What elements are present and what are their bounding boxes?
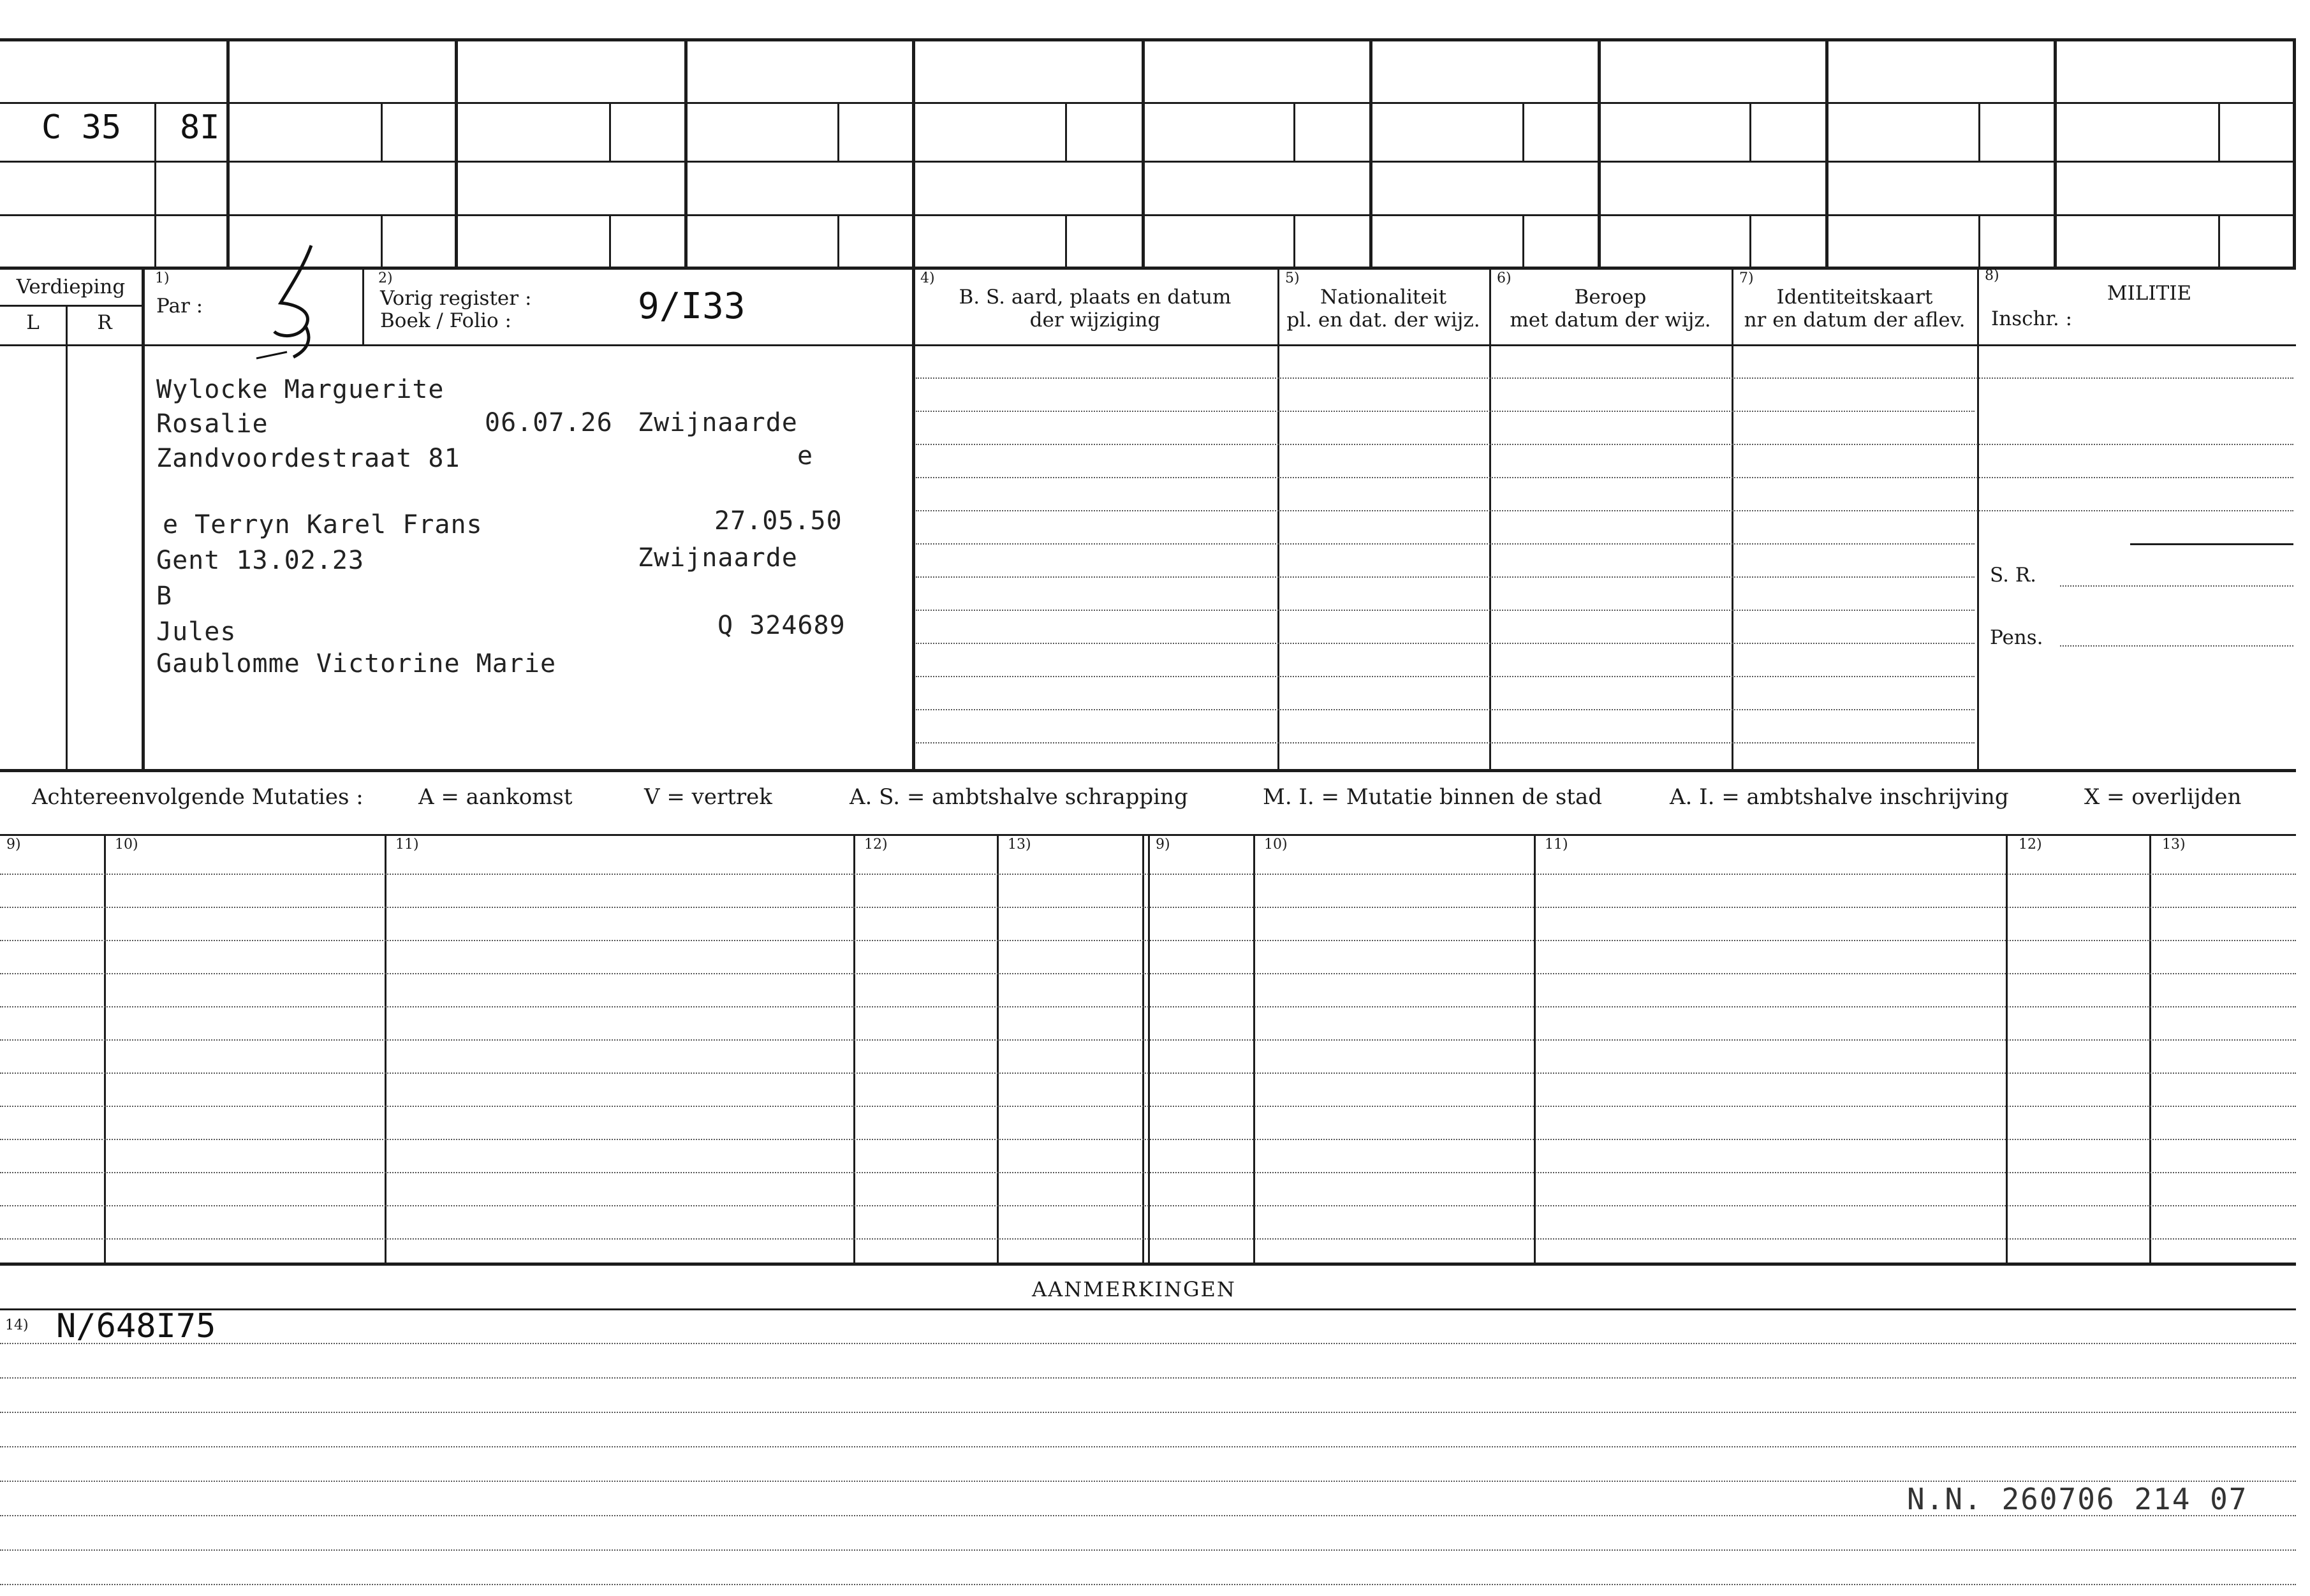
verdieping-l-label: L (26, 311, 40, 334)
record-line: Wylocke Marguerite (156, 375, 445, 404)
dotted-line (916, 411, 1975, 412)
birth-date: 06.07.26 (485, 408, 613, 437)
grid-col-line (1369, 38, 1372, 267)
mutaties-title: Achtereenvolgende Mutaties : (32, 784, 364, 810)
grid-col-line (226, 38, 230, 267)
marriage-date: 27.05.50 (714, 506, 842, 536)
dotted-line (916, 477, 2293, 478)
col-line-id (1977, 267, 1979, 770)
vorig-register-label: Vorig register : (380, 287, 532, 310)
sr-dotted (2060, 585, 2293, 587)
grid-subcol-line (2218, 102, 2220, 161)
dotted-line (916, 377, 2293, 379)
mutaties-col-line (2006, 834, 2008, 1263)
col-number: 8) (1985, 268, 1999, 284)
mutaties-row-line (0, 1172, 2296, 1173)
record-line: Gent 13.02.23 (156, 546, 365, 575)
col-number: 6) (1497, 270, 1512, 286)
mutaties-col-number: 9) (6, 837, 21, 853)
dotted-line (916, 444, 2293, 445)
record-line: Zandvoordestraat 81 (156, 444, 460, 473)
mutaties-row-line (0, 1106, 2296, 1107)
grid-row-line-1 (0, 102, 2296, 104)
mutaties-col-line (2149, 834, 2151, 1263)
col-line-register (912, 267, 915, 770)
mutaties-row-line (0, 1205, 2296, 1206)
national-number: N.N. 260706 214 07 (1907, 1482, 2248, 1516)
mutaties-col-line (104, 834, 106, 1263)
mutaties-row-line (0, 1073, 2296, 1074)
mutatie-legend-item: A. S. = ambtshalve schrapping (850, 784, 1188, 810)
record-line: e Terryn Karel Frans (163, 510, 483, 539)
grid-subcol-line (1749, 214, 1751, 267)
grid-col-line (2054, 38, 2057, 267)
grid-subcol-line (381, 102, 383, 161)
grid-col-line (912, 38, 915, 267)
mutatie-legend-item: A = aankomst (418, 784, 573, 810)
col-number: 7) (1739, 270, 1754, 286)
dotted-line (916, 676, 1975, 677)
grid-subcol-line (837, 102, 839, 161)
body-bottom-line (0, 769, 2296, 772)
dotted-line (916, 610, 1975, 611)
mutaties-col-number: 10) (115, 837, 138, 853)
grid-col-line (1142, 38, 1145, 267)
aanmerkingen-value: N/648I75 (56, 1307, 216, 1345)
grid-subcol-line (1293, 214, 1295, 267)
grid-subcol-line (1749, 102, 1751, 161)
mutaties-col-number: 11) (395, 837, 419, 853)
bs-header-line1: B. S. aard, plaats en datum (959, 286, 1232, 309)
grid-subcol-line (1522, 102, 1524, 161)
col-number: 5) (1285, 270, 1300, 286)
grid-subcol-line (381, 214, 383, 267)
marriage-place: Zwijnaarde (638, 543, 798, 573)
grid-col-line (1825, 38, 1828, 267)
col-line-bs (1277, 267, 1279, 770)
grid-subcol-line (1293, 102, 1295, 161)
mutaties-row-line (0, 907, 2296, 908)
grid-subcol-line (1522, 214, 1524, 267)
col-line-beroep (1732, 267, 1733, 770)
mutaties-row-line (0, 1238, 2296, 1240)
mutaties-row-line (0, 940, 2296, 941)
grid-col-line (455, 38, 458, 267)
mutaties-col-line (997, 834, 999, 1263)
pens-label: Pens. (1990, 626, 2043, 649)
grid-subcol-line (1065, 102, 1067, 161)
col-number: 2) (378, 270, 393, 286)
inschr-label: Inschr. : (1991, 307, 2073, 330)
mutaties-col-line (385, 834, 386, 1263)
grid-row-line-3 (0, 214, 2296, 216)
grid-col-line (684, 38, 688, 267)
aanmerkingen-row-line (0, 1343, 2296, 1344)
mutaties-col-number: 13) (2162, 837, 2186, 853)
header-bottom-line (0, 344, 2296, 346)
aanmerkingen-row-line (0, 1584, 2296, 1585)
nationaliteit-header-line1: Nationaliteit (1320, 286, 1447, 309)
mutaties-row-line (0, 1039, 2296, 1041)
mutaties-col-number: 11) (1545, 837, 1568, 853)
mutaties-col-number: 13) (1008, 837, 1031, 853)
grid-row-line-2 (0, 161, 2296, 163)
dotted-line (916, 643, 1975, 644)
mutaties-col-line (853, 834, 855, 1263)
col-line-verdieping (142, 267, 145, 770)
boek-folio-label: Boek / Folio : (380, 309, 511, 332)
birth-place: Zwijnaarde (638, 408, 798, 437)
col-number: 1) (155, 270, 170, 286)
boek-folio-value: 9/I33 (638, 286, 746, 327)
col-number: 4) (920, 270, 935, 286)
militie-sep (2130, 543, 2293, 545)
col-line-par (362, 267, 364, 344)
mutatie-legend-item: M. I. = Mutatie binnen de stad (1263, 784, 1602, 810)
aanmerkingen-row-line (0, 1377, 2296, 1379)
mutaties-row-line (0, 1139, 2296, 1140)
grid-subcol-line (1065, 214, 1067, 267)
mutaties-col-number: 12) (2019, 837, 2042, 853)
record-line: Rosalie (156, 409, 269, 439)
code-right: 8I (180, 108, 220, 147)
id-number: Q 324689 (717, 611, 846, 640)
code-left: C 35 (41, 108, 122, 147)
dotted-line (916, 543, 1975, 545)
dotted-line (916, 742, 1975, 743)
sr-label: S. R. (1990, 564, 2037, 587)
aanmerkingen-row-line (0, 1549, 2296, 1551)
top-border (0, 38, 2296, 41)
grid-subcol-line (609, 102, 611, 161)
militie-header: MILITIE (2107, 282, 2192, 305)
record-line: B (156, 582, 173, 611)
mutatie-legend-item: A. I. = ambtshalve inschrijving (1670, 784, 2009, 810)
verdieping-label: Verdieping (16, 275, 126, 298)
record-line: Gaublomme Victorine Marie (156, 649, 557, 678)
nationaliteit-header-line2: pl. en dat. der wijz. (1286, 309, 1480, 332)
grid-bottom-line (0, 267, 2296, 270)
pens-dotted (2060, 645, 2293, 647)
grid-subcol-line (609, 214, 611, 267)
beroep-header-line2: met datum der wijz. (1510, 309, 1711, 332)
mutaties-col-line (1142, 834, 1144, 1263)
beroep-header-line1: Beroep (1574, 286, 1647, 309)
verdieping-sep (0, 305, 142, 307)
grid-subcol-line (1978, 214, 1980, 267)
mutaties-row-line (0, 1006, 2296, 1007)
aanmerkingen-line (0, 1308, 2296, 1310)
grid-subcol-line (2218, 214, 2220, 267)
grid-subcol-line (1978, 102, 1980, 161)
mutaties-row-line (0, 874, 2296, 875)
dotted-line (916, 709, 1975, 710)
par-handwritten-mark (242, 242, 344, 363)
col-line-l-r (66, 305, 68, 770)
aanmerkingen-title: AANMERKINGEN (1032, 1277, 1236, 1301)
mutatie-legend-item: X = overlijden (2084, 784, 2242, 810)
grid-subcol-line (837, 214, 839, 267)
identiteitskaart-header-line2: nr en datum der aflev. (1744, 309, 1966, 332)
record-line: Jules (156, 617, 237, 647)
mutaties-col-number: 10) (1264, 837, 1288, 853)
mutaties-row-line (0, 973, 2296, 974)
identiteitskaart-header-line1: Identiteitskaart (1776, 286, 1933, 309)
dotted-line (916, 576, 1975, 578)
grid-col-line (2293, 38, 2296, 267)
mutaties-bottom-line (0, 1263, 2296, 1266)
mutaties-col-number: 9) (1156, 837, 1170, 853)
aanmerkingen-number: 14) (5, 1317, 29, 1333)
grid-col-line (1598, 38, 1601, 267)
mutaties-col-line (1534, 834, 1536, 1263)
par-label: Par : (156, 295, 203, 318)
dotted-line (916, 510, 2293, 511)
mutaties-col-number: 12) (864, 837, 888, 853)
aanmerkingen-row-line (0, 1446, 2296, 1447)
mutaties-col-line (1253, 834, 1255, 1263)
note-e: e (797, 441, 814, 471)
grid-col-line (154, 102, 156, 267)
aanmerkingen-row-line (0, 1412, 2296, 1413)
mutatie-legend-item: V = vertrek (644, 784, 772, 810)
bs-header-line2: der wijziging (1029, 309, 1161, 332)
verdieping-r-label: R (97, 311, 112, 334)
col-line-nat (1489, 267, 1491, 770)
mutaties-col-line (1148, 834, 1150, 1263)
